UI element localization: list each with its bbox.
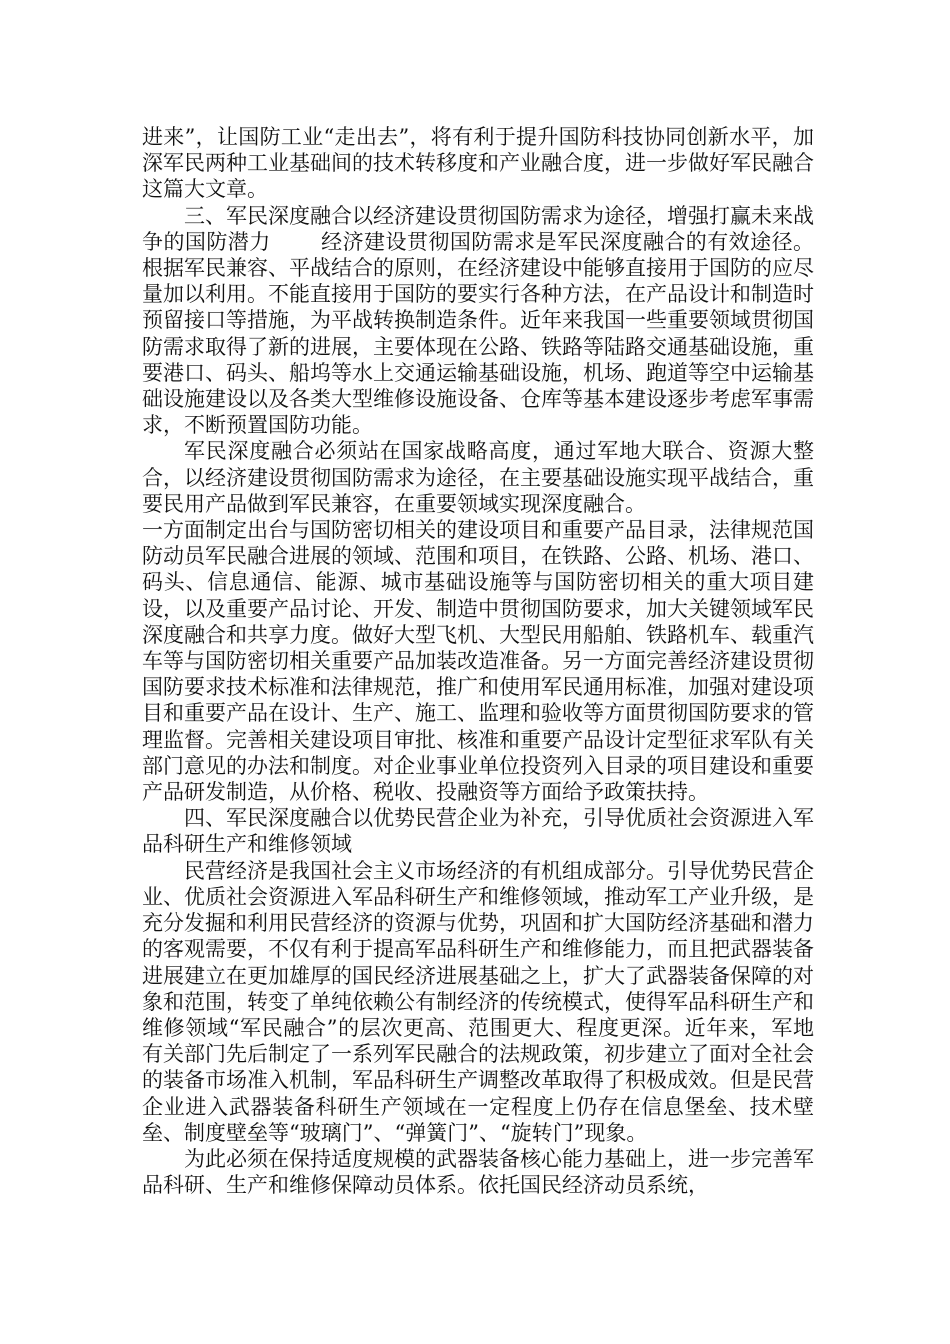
paragraph-3: 军民深度融合必须站在国家战略高度，通过军地大联合、资源大整合，以经济建设贯彻国防需求为途径，在主要基础设施实现平战结合，重要民用产品做到军民兼容，在重要领域实现深度融合。 [142, 439, 814, 516]
paragraph-2 [142, 203, 814, 439]
paragraph-2-body: 经济建设贯彻国防需求是军民深度融合的有效途径。根据军民兼容、平战结合的原则，在经济建设中能够直接用于国防的应尽量加以利用。不能直接用于国防的要实行各种方法，在产品设计和制造时预留接口等措施，为平战转换制造条件。近年来我国一些重要领域贯彻国防需求取得了新的进展，主要体现在公路、铁路等陆路交通基础设施，重要港口、码头、船坞等水上交通运输基础设施，机场、跑道等空中运输基础设施建设以及各类大型维修设施设备、仓库等基本建设逐步考虑军事需求，不断预置国防功能。 [142, 229, 815, 438]
section-heading-4: 四、军民深度融合以优势民营企业为补充，引导优质社会资源进入军品科研生产和维修领域 [142, 806, 814, 857]
document-body [142, 124, 814, 1198]
paragraph-4: 一方面制定出台与国防密切相关的建设项目和重要产品目录，法律规范国防动员军民融合进展的领域、范围和项目，在铁路、公路、机场、港口、码头、信息通信、能源、城市基础设施等与国防密切相关的重大项目建设，以及重要产品讨论、开发、制造中贯彻国防要求，加大关键领域军民深度融合和共享力度。做好大型飞机、大型民用船舶、铁路机车、载重汽车等与国防密切相关重要产品加装改造准备。另一方面完善经济建设贯彻国防要求技术标准和法律规范，推广和使用军民通用标准，加强对建设项目和重要产品在设计、生产、施工、监理和验收等方面贯彻国防要求的管理监督。完善相关建设项目审批、核准和重要产品设计定型征求军队有关部门意见的办法和制度。对企业事业单位投资列入目录的项目建设和重要产品研发制造，从价格、税收、投融资等方面给予政策扶持。 [142, 518, 814, 805]
paragraph-6: 民营经济是我国社会主义市场经济的有机组成部分。引导优势民营企业、优质社会资源进入军品科研生产和维修领域，推动军工产业升级，是充分发掘和利用民营经济的资源与优势，巩固和扩大国防经济基础和潜力的客观需要，不仅有利于提高军品科研生产和维修能力，而且把武器装备进展建立在更加雄厚的国民经济进展基础之上，扩大了武器装备保障的对象和范围，转变了单纯依赖公有制经济的传统模式，使得军品科研生产和维修领域“军民融合”的层次更高、范围更大、程度更深。近年来，军地有关部门先后制定了一系列军民融合的法规政策，初步建立了面对全社会的装备市场准入机制，军品科研生产调整改革取得了积极成效。但是民营企业进入武器装备科研生产领域在一定程度上仍存在信息堡垒、技术壁垒、制度壁垒等“玻璃门”、“弹簧门”、“旋转门”现象。 [142, 858, 814, 1145]
section-heading-3: 三、军民深度融合以经济建设贯彻国防需求为途径，增强打赢未来战争的国防潜力 [142, 203, 814, 254]
paragraph-7: 为此必须在保持适度规模的武器装备核心能力基础上，进一步完善军品科研、生产和维修保障动员体系。依托国民经济动员系统， [142, 1146, 814, 1198]
paragraph-1: 进来”，让国防工业“走出去”，将有利于提升国防科技协同创新水平，加深军民两种工业基础间的技术转移度和产业融合度，进一步做好军民融合这篇大文章。 [142, 125, 814, 202]
